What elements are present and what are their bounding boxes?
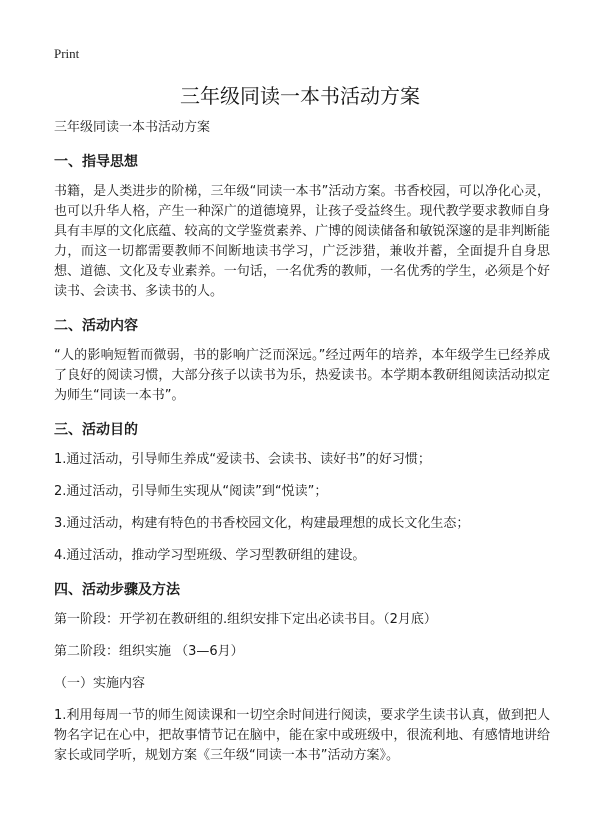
paragraph-guiding-ideology: 书籍，是人类进步的阶梯，三年级“同读一本书”活动方案。书香校园，可以净化心灵，也可以升华人格，产生一种深广的道德境界，让孩子受益终生。现代教学要求教师自身具有丰厚的文化底蕴、较高的文学鉴赏素养、广博的阅读储备和敏锐深邃的是非判断能力，而这一切都需要教师不间断地读书学习，广泛涉猎，兼收并蓄，全面提升自身思想、道德、文化及专业素养。一句话，一名优秀的教师，一名优秀的学生，必须是个好读书、会读书、多读书的人。 xyxy=(54,184,550,299)
sub-heading-implementation: （一）实施内容 xyxy=(54,676,146,691)
stage-2: 第二阶段：组织实施 （3—6月） xyxy=(54,644,244,659)
stage-1: 第一阶段：开学初在教研组的.组织安排下定出必读书目。（2月底） xyxy=(54,612,437,627)
document-subtitle: 三年级同读一本书活动方案 xyxy=(54,120,211,135)
section-heading-activity-content: 二、活动内容 xyxy=(54,318,138,334)
goal-item-2: 2.通过活动，引导师生实现从“阅读”到“悦读”； xyxy=(54,484,328,499)
goal-item-1: 1.通过活动，引导师生养成“爱读书、会读书、读好书”的好习惯； xyxy=(54,452,431,467)
implementation-item-1: 1.利用每周一节的师生阅读课和一切空余时间进行阅读，要求学生读书认真，做到把人物名字记在心中，把故事情节记在脑中，能在家中或班级中，很流利地、有感情地讲给家长或同学听，规划方案《三年级“同读一本书”活动方案》。 xyxy=(54,708,550,763)
section-heading-guiding-ideology: 一、指导思想 xyxy=(54,154,138,170)
goal-item-4: 4.通过活动，推动学习型班级、学习型教研组的建设。 xyxy=(54,548,366,563)
section-heading-steps-methods: 四、活动步骤及方法 xyxy=(54,582,180,598)
section-heading-activity-goals: 三、活动目的 xyxy=(54,422,138,438)
print-link[interactable]: Print xyxy=(54,46,80,61)
goal-item-3: 3.通过活动，构建有特色的书香校园文化，构建最理想的成长文化生态； xyxy=(54,516,470,531)
document-title: 三年级同读一本书活动方案 xyxy=(180,84,420,108)
document-body xyxy=(54,118,550,780)
paragraph-activity-content: “人的影响短暂而微弱，书的影响广泛而深远。”经过两年的培养，本年级学生已经养成了良好的阅读习惯，大部分孩子以读书为乐，热爱读书。本学期本教研组阅读活动拟定为师生“同读一本书”。 xyxy=(54,348,550,403)
